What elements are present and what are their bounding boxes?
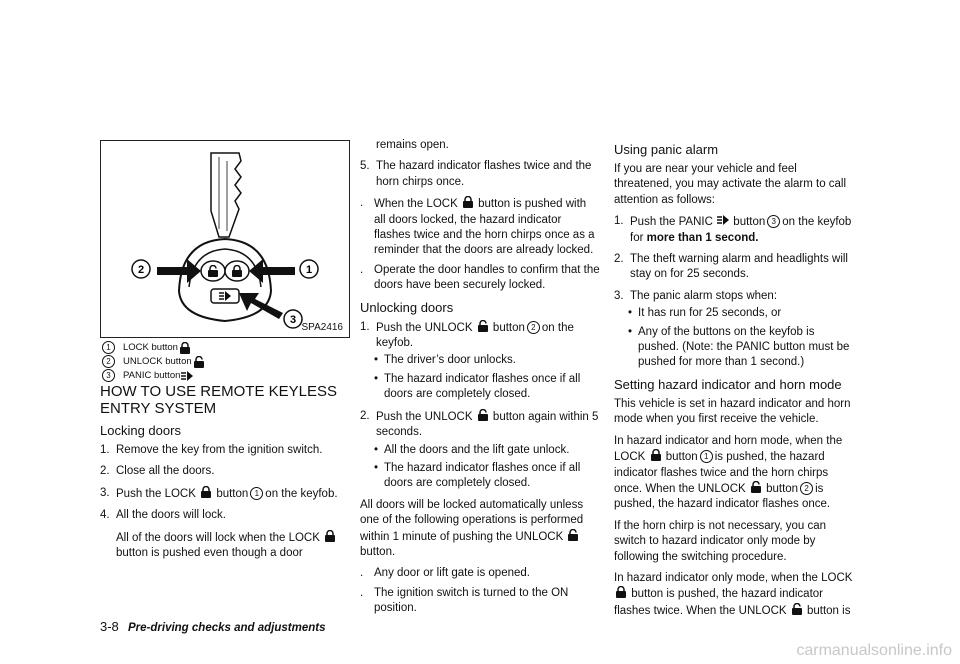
bullet-item: . The ignition switch is turned to the ON position. [360,586,569,615]
lock-icon [614,586,628,598]
list-item: 2. Close all the doors. [100,465,215,478]
subheading-hazard-mode: Setting hazard indicator and horn mode [614,376,842,392]
legend-label: PANIC button [123,370,181,381]
list-item: 4. All the doors will lock. [100,509,226,522]
legend-num: 1 [102,341,115,354]
chapter-title: Pre-driving checks and adjustments [128,622,326,634]
continued-text: remains open. [376,139,449,151]
list-item: 1. Push the UNLOCK button 2 on the keyfob. [360,320,574,350]
paragraph: In hazard indicator and horn mode, when the LOCK button 1 is pushed, the hazard indicator flashes twice and the horn chirps once. When the UNLOCK button 2 is pushed, the hazard indicator flashes once. [614,434,843,511]
column-1 [100,383,348,567]
lock-icon [178,342,192,354]
list-item: 3. Push the LOCK button 1 on the keyfob. [100,486,338,500]
sub-bullet: • The driver’s door unlocks. [374,354,516,367]
bullet-item: . Operate the door handles to confirm that the doors have been securely locked. [360,263,600,292]
list-item: 2. Push the UNLOCK button again within 5 seconds. [360,409,599,439]
legend-num: 3 [102,369,115,382]
legend-label: LOCK button [123,342,178,353]
unlock-icon [790,603,804,615]
sub-bullet: • It has run for 25 seconds, or [628,307,782,320]
list-item: 2. The theft warning alarm and headlights will stay on for 25 seconds. [614,253,848,281]
unlock-icon [566,529,580,541]
subheading-unlocking: Unlocking doors [360,299,454,315]
panic-icon [716,214,730,226]
paragraph: In hazard indicator only mode, when the LOCK button is pushed, the hazard indicator flashes twice. When the UNLOCK button is [614,571,853,617]
legend-panic [100,369,194,382]
unlock-icon [192,356,206,368]
section-heading: HOW TO USE REMOTE KEYLESS ENTRY SYSTEM [100,383,337,417]
paragraph: All doors will be locked automatically unless one of the following operations is performed within 1 minute of pushing the UNLOCK button. [360,498,584,558]
list-item: 1. Push the PANIC button 3 on the keyfob for more than 1 second. [614,215,852,244]
legend-label: UNLOCK button [123,356,192,367]
legend-num: 2 [102,355,115,368]
list-item: 1. Remove the key from the ignition switch. [100,444,323,456]
list-item: 5. The hazard indicator flashes twice and the horn chirps once. [360,160,592,188]
unlock-icon [476,320,490,332]
page-footer [100,619,325,634]
callout-1: 1 [305,264,313,276]
legend-unlock [100,355,206,368]
paragraph: If you are near your vehicle and feel threatened, you may activate the alarm to call attention as follows: [614,163,847,206]
lock-icon [461,196,475,208]
bullet-item: . When the LOCK button is pushed with all doors locked, the hazard indicator flashes twice and the horn chirps once as a reminder that the doors are already locked. [360,197,595,257]
list-item: 3. The panic alarm stops when: [614,289,778,302]
lock-icon [323,530,337,542]
sub-bullet: • The hazard indicator flashes once if all doors are completely closed. [374,372,581,401]
sub-bullet: • Any of the buttons on the keyfob is pushed. (Note: the PANIC button must be pushed for more than 1 second.) [628,325,850,369]
sub-bullet: • All the doors and the lift gate unlock. [374,443,570,456]
unlock-icon [476,409,490,421]
note-text: All of the doors will lock when the LOCK button is pushed even though a door [100,530,348,562]
figure-code: SPA2416 [301,322,343,333]
subheading-locking: Locking doors [100,423,181,438]
callout-2: 2 [137,264,145,276]
column-2 [360,138,600,621]
lock-icon [199,486,213,498]
column-3 [614,142,854,625]
legend-lock [100,341,192,354]
panic-icon [180,370,194,382]
sub-bullet: • The hazard indicator flashes once if all doors are completely closed. [374,461,581,490]
unlock-icon [749,481,763,493]
callout-3: 3 [289,314,297,326]
subheading-panic: Using panic alarm [614,142,719,157]
lock-icon [649,449,663,461]
page-number: 3-8 [100,619,119,634]
keyfob-illustration [101,141,349,337]
keyfob-figure [100,140,350,338]
paragraph: This vehicle is set in hazard indicator and horn mode when you first receive the vehicle. [614,397,851,426]
paragraph: If the horn chirp is not necessary, you can switch to hazard indicator only mode by following the switching procedure. [614,519,827,563]
watermark: carmanualsonline.info [796,642,952,659]
bullet-item: . Any door or lift gate is opened. [360,567,530,580]
